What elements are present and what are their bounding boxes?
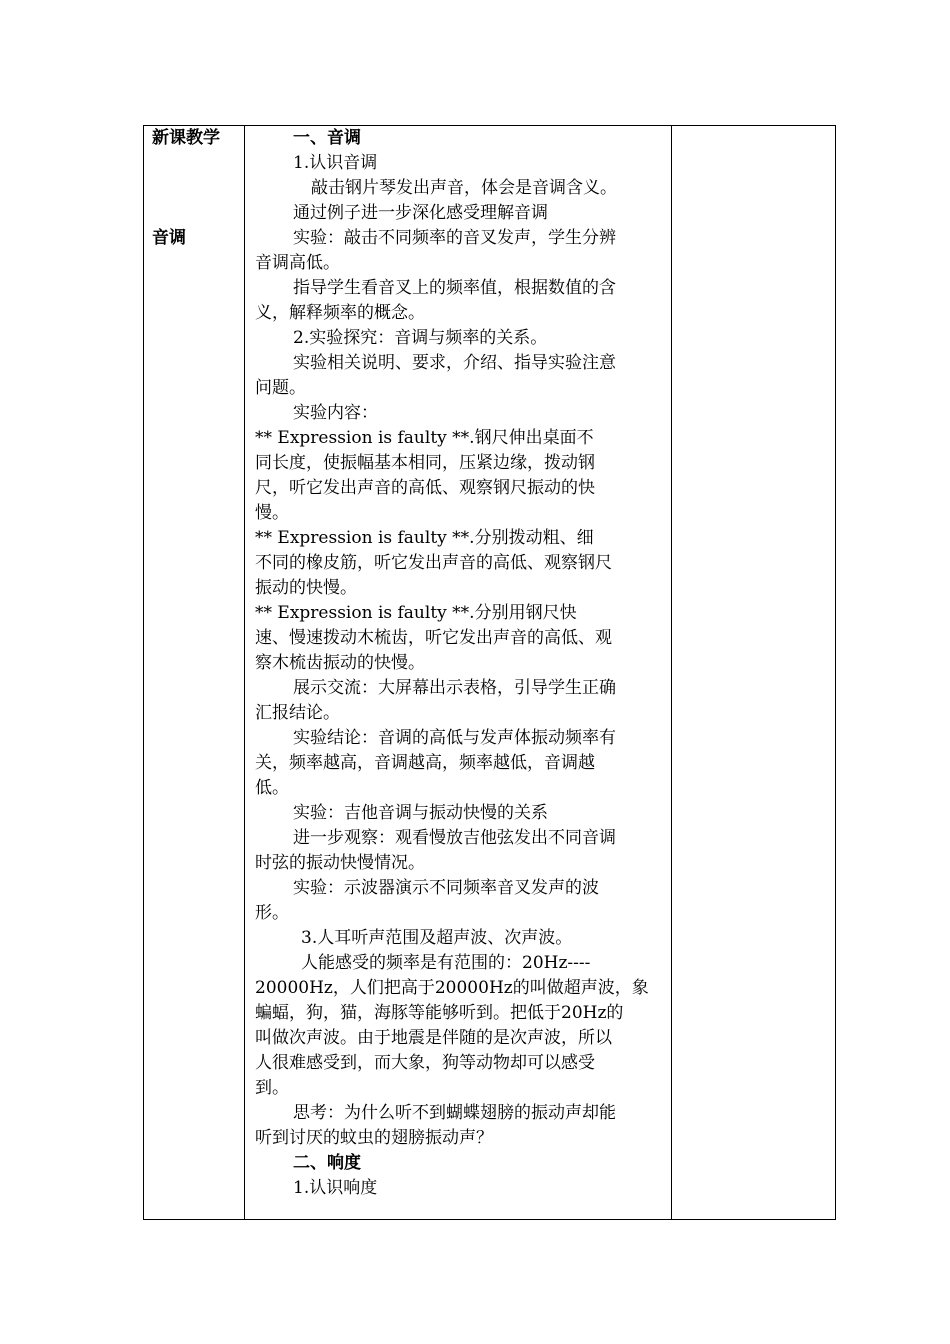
content-line: 低。 bbox=[255, 778, 289, 798]
content-line: 慢。 bbox=[255, 503, 289, 523]
content-line: 实验相关说明、要求，介绍、指导实验注意 bbox=[293, 353, 616, 373]
content-line: 通过例子进一步深化感受理解音调 bbox=[293, 203, 548, 223]
content-line: 20000Hz，人们把高于20000Hz的叫做超声波，象 bbox=[255, 978, 649, 998]
section-tag-pitch: 音调 bbox=[152, 228, 186, 248]
content-line: 同长度，使振幅基本相同，压紧边缘，拨动钢 bbox=[255, 453, 595, 473]
content-line: 蝙蝠，狗，猫，海豚等能够听到。把低于20Hz的 bbox=[255, 1003, 624, 1023]
content-line: 人很难感受到，而大象，狗等动物却可以感受 bbox=[255, 1053, 595, 1073]
content-line: 叫做次声波。由于地震是伴随的是次声波，所以 bbox=[255, 1028, 612, 1048]
content-line: 实验：敲击不同频率的音叉发声，学生分辨 bbox=[293, 228, 616, 248]
content-line: 音调高低。 bbox=[255, 253, 340, 273]
section-label-cell bbox=[152, 126, 242, 251]
content-line: 思考：为什么听不到蝴蝶翅膀的振动声却能 bbox=[293, 1103, 616, 1123]
content-cell bbox=[255, 126, 665, 1201]
content-line: 人能感受的频率是有范围的：20Hz---- bbox=[301, 953, 591, 973]
content-line: 敲击钢片琴发出声音，体会是音调含义。 bbox=[311, 178, 617, 198]
section-tag-new-lesson: 新课教学 bbox=[152, 128, 220, 148]
content-line: 2.实验探究：音调与频率的关系。 bbox=[293, 328, 548, 348]
content-line: 振动的快慢。 bbox=[255, 578, 357, 598]
content-line: 实验结论：音调的高低与发声体振动频率有 bbox=[293, 728, 616, 748]
content-line: 1.认识响度 bbox=[293, 1178, 378, 1198]
lesson-table bbox=[143, 125, 836, 1220]
content-line: 尺，听它发出声音的高低、观察钢尺振动的快 bbox=[255, 478, 595, 498]
content-line: 听到讨厌的蚊虫的翅膀振动声？ bbox=[255, 1128, 493, 1148]
content-line: 到。 bbox=[255, 1078, 289, 1098]
content-line: 不同的橡皮筋，听它发出声音的高低、观察钢尺 bbox=[255, 553, 612, 573]
content-line: 关，频率越高，音调越高，频率越低，音调越 bbox=[255, 753, 595, 773]
content-line: 速、慢速拨动木梳齿，听它发出声音的高低、观 bbox=[255, 628, 612, 648]
content-line: 问题。 bbox=[255, 378, 306, 398]
content-line: ** Expression is faulty **.钢尺伸出桌面不 bbox=[255, 428, 594, 448]
content-line: 实验内容： bbox=[293, 403, 378, 423]
content-line: 二、响度 bbox=[293, 1153, 361, 1173]
content-line: ** Expression is faulty **.分别拨动粗、细 bbox=[255, 528, 594, 548]
content-line: 汇报结论。 bbox=[255, 703, 340, 723]
content-line: 义，解释频率的概念。 bbox=[255, 303, 425, 323]
content-line: 实验：吉他音调与振动快慢的关系 bbox=[293, 803, 548, 823]
content-line: 1.认识音调 bbox=[293, 153, 378, 173]
content-line: ** Expression is faulty **.分别用钢尺快 bbox=[255, 603, 577, 623]
content-line: 一、音调 bbox=[293, 128, 361, 148]
content-line: 形。 bbox=[255, 903, 289, 923]
content-line: 指导学生看音叉上的频率值，根据数值的含 bbox=[293, 278, 616, 298]
column-divider-1 bbox=[244, 126, 245, 1219]
content-line: 展示交流：大屏幕出示表格，引导学生正确 bbox=[293, 678, 616, 698]
content-line: 实验：示波器演示不同频率音叉发声的波 bbox=[293, 878, 599, 898]
content-line: 察木梳齿振动的快慢。 bbox=[255, 653, 425, 673]
content-line: 3.人耳听声范围及超声波、次声波。 bbox=[301, 928, 573, 948]
content-line: 时弦的振动快慢情况。 bbox=[255, 853, 425, 873]
notes-cell bbox=[672, 126, 835, 1219]
content-line: 进一步观察：观看慢放吉他弦发出不同音调 bbox=[293, 828, 616, 848]
